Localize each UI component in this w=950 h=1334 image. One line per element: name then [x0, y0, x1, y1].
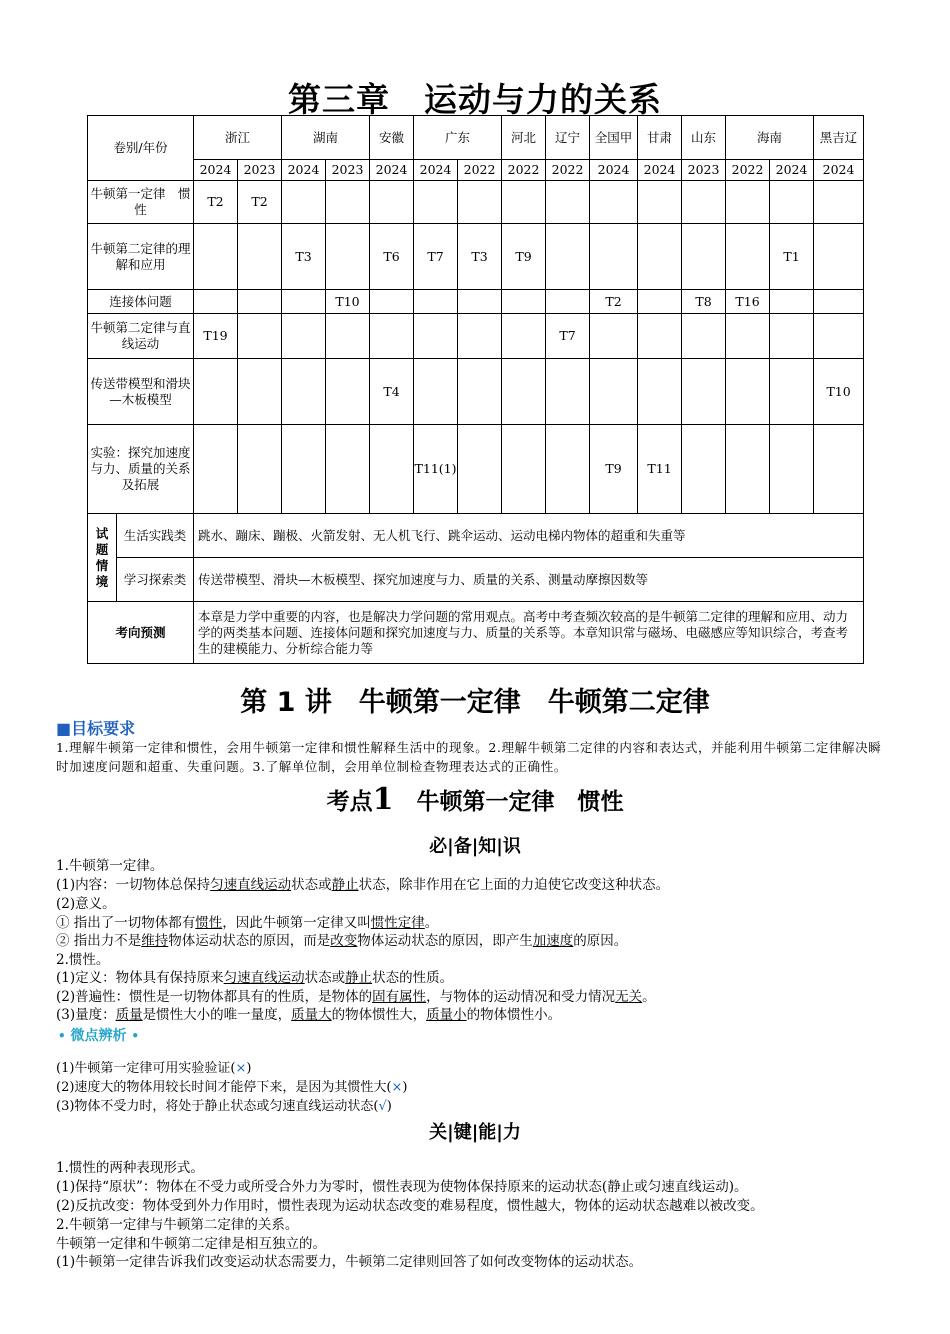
- year-header: 2022: [546, 160, 590, 181]
- year-header: 2023: [682, 160, 726, 181]
- table-row: [88, 425, 864, 514]
- question-cell: [194, 224, 238, 290]
- question-cell: [638, 224, 682, 290]
- kp-number: 1: [372, 782, 394, 817]
- text-line: 2.牛顿第一定律与牛顿第二定律的关系。: [56, 1217, 299, 1233]
- exam-distribution-table: [87, 115, 864, 664]
- province-header: 全国甲: [590, 116, 638, 160]
- question-cell: [238, 425, 282, 514]
- question-cell: [590, 359, 638, 425]
- essential-knowledge-heading: 必|备|知|识: [429, 836, 521, 857]
- province-header: 河北: [502, 116, 546, 160]
- question-cell: [282, 359, 326, 425]
- question-cell: [682, 314, 726, 359]
- kp-name: 牛顿第一定律 惯性: [416, 789, 624, 815]
- question-cell: [814, 425, 864, 514]
- question-cell: [726, 181, 770, 224]
- kp-prefix: 考点: [326, 789, 373, 815]
- question-cell: T9: [590, 425, 638, 514]
- scenario-text: 传送带模型、滑块—木板模型、探究加速度与力、质量的关系、测量动摩擦因数等: [194, 558, 864, 602]
- row-label: 实验：探究加速度与力、质量的关系及拓展: [88, 425, 194, 514]
- year-header: 2024: [194, 160, 238, 181]
- province-header: 湖南: [282, 116, 370, 160]
- question-cell: [238, 314, 282, 359]
- question-cell: [194, 425, 238, 514]
- text-line: 1.牛顿第一定律。: [56, 858, 164, 874]
- year-header: 2024: [414, 160, 458, 181]
- question-cell: [726, 224, 770, 290]
- key-ability-heading: 关|键|能|力: [429, 1122, 521, 1143]
- judgement-item: (3)物体不受力时，将处于静止状态或匀速直线运动状态(√): [56, 1099, 392, 1114]
- question-cell: [638, 290, 682, 314]
- province-header: 黑吉辽: [814, 116, 864, 160]
- lecture-title: 第 1 讲 牛顿第一定律 牛顿第二定律: [240, 687, 710, 718]
- text-line: 牛顿第一定律和牛顿第二定律是相互独立的。: [56, 1236, 326, 1252]
- text-line: (1)内容：一切物体总保持匀速直线运动状态或静止状态，除非作用在它上面的力迫使它改变这种状态。: [56, 877, 670, 893]
- question-cell: T6: [370, 224, 414, 290]
- year-header: 2024: [770, 160, 814, 181]
- question-cell: [326, 181, 370, 224]
- question-cell: T16: [726, 290, 770, 314]
- question-cell: [282, 314, 326, 359]
- goals-heading: ■目标要求: [56, 719, 136, 738]
- question-cell: [458, 181, 502, 224]
- question-cell: [770, 359, 814, 425]
- question-cell: [238, 359, 282, 425]
- bullet-dot-icon: •: [131, 1029, 140, 1043]
- province-header: 浙江: [194, 116, 282, 160]
- question-cell: [414, 181, 458, 224]
- question-cell: [546, 425, 590, 514]
- row-label: 牛顿第二定律的理解和应用: [88, 224, 194, 290]
- text-line: (1)定义：物体具有保持原来匀速直线运动状态或静止状态的性质。: [56, 970, 454, 986]
- province-header: 安徽: [370, 116, 414, 160]
- question-cell: [770, 290, 814, 314]
- province-header: 辽宁: [546, 116, 590, 160]
- question-cell: [282, 425, 326, 514]
- question-cell: [682, 181, 726, 224]
- question-cell: [814, 224, 864, 290]
- scenario-text: 跳水、蹦床、蹦极、火箭发射、无人机飞行、跳伞运动、运动电梯内物体的超重和失重等: [194, 514, 864, 558]
- year-header: 2022: [726, 160, 770, 181]
- year-header: 2024: [590, 160, 638, 181]
- text-line: (3)量度：质量是惯性大小的唯一量度，质量大的物体惯性大，质量小的物体惯性小。: [56, 1007, 562, 1023]
- chapter-title: 第三章 运动与力的关系: [288, 80, 662, 119]
- question-cell: [638, 314, 682, 359]
- question-cell: [546, 181, 590, 224]
- province-header: 山东: [682, 116, 726, 160]
- bullet-dot-icon: •: [58, 1029, 66, 1043]
- question-cell: [546, 224, 590, 290]
- row-label: 连接体问题: [88, 290, 194, 314]
- scenario-type: 生活实践类: [117, 514, 194, 558]
- question-cell: [546, 290, 590, 314]
- question-cell: [458, 314, 502, 359]
- question-cell: [638, 181, 682, 224]
- question-cell: [814, 290, 864, 314]
- question-cell: T2: [590, 290, 638, 314]
- table-row: [88, 224, 864, 290]
- question-cell: [682, 224, 726, 290]
- text-line: (2)反抗改变：物体受到外力作用时，惯性表现为运动状态改变的难易程度，惯性越大，物体的运动状态越难以被改变。: [56, 1198, 764, 1214]
- year-header: 2024: [370, 160, 414, 181]
- question-cell: [326, 425, 370, 514]
- question-cell: [238, 290, 282, 314]
- question-cell: [770, 425, 814, 514]
- question-cell: [458, 290, 502, 314]
- judgement-item: (2)速度大的物体用较长时间才能停下来，是因为其惯性大(×): [56, 1080, 408, 1095]
- question-cell: [726, 314, 770, 359]
- question-cell: T4: [370, 359, 414, 425]
- question-cell: [370, 181, 414, 224]
- question-cell: [502, 314, 546, 359]
- question-cell: T2: [238, 181, 282, 224]
- table-row: [88, 181, 864, 224]
- question-cell: [414, 359, 458, 425]
- question-cell: [682, 359, 726, 425]
- question-cell: T11: [638, 425, 682, 514]
- province-header: 海南: [726, 116, 814, 160]
- question-cell: [370, 290, 414, 314]
- question-cell: [458, 425, 502, 514]
- text-line: 1.惯性的两种表现形式。: [56, 1160, 204, 1176]
- question-cell: [726, 359, 770, 425]
- question-cell: [414, 314, 458, 359]
- row-label: 牛顿第二定律与直线运动: [88, 314, 194, 359]
- question-cell: [502, 181, 546, 224]
- forecast-label: 考向预测: [88, 602, 194, 664]
- table-row: [88, 290, 864, 314]
- question-cell: T7: [546, 314, 590, 359]
- question-cell: [194, 290, 238, 314]
- question-cell: [414, 290, 458, 314]
- question-cell: [370, 314, 414, 359]
- knowledge-point-title: [0, 782, 950, 817]
- question-cell: [814, 314, 864, 359]
- corner-header: 卷别/年份: [88, 116, 194, 181]
- question-cell: [726, 425, 770, 514]
- question-cell: T7: [414, 224, 458, 290]
- question-cell: T10: [814, 359, 864, 425]
- question-cell: [282, 290, 326, 314]
- text-line: ① 指出了一切物体都有惯性，因此牛顿第一定律又叫惯性定律。: [56, 915, 439, 931]
- question-cell: [770, 314, 814, 359]
- year-header: 2022: [458, 160, 502, 181]
- text-line: (1)牛顿第一定律告诉我们改变运动状态需要力，牛顿第二定律则回答了如何改变物体的运动状态。: [56, 1254, 643, 1270]
- year-header: 2024: [282, 160, 326, 181]
- scenario-label: [88, 514, 117, 602]
- table-row: [88, 314, 864, 359]
- text-line: (2)意义。: [56, 896, 116, 912]
- question-cell: T9: [502, 224, 546, 290]
- question-cell: T3: [458, 224, 502, 290]
- text-line: (1)保持“原状”：物体在不受力或所受合外力为零时，惯性表现为使物体保持原来的运动状态(静止或匀速直线运动)。: [56, 1179, 748, 1195]
- question-cell: [590, 224, 638, 290]
- question-cell: [326, 314, 370, 359]
- question-cell: [682, 425, 726, 514]
- forecast-text: 本章是力学中重要的内容，也是解决力学问题的常用观点。高考中考查频次较高的是牛顿第二定律的理解和应用、动力学的两类基本问题、连接体问题和探究加速度与力、质量的关系等。本章知识常与磁场、电磁感应等知识综合，考查考生的建模能力、分析综合能力等: [194, 602, 864, 664]
- question-cell: T11(1): [414, 425, 458, 514]
- text-line: 2.惯性。: [56, 952, 110, 968]
- scenario-type: 学习探索类: [117, 558, 194, 602]
- question-cell: [238, 224, 282, 290]
- judgement-item: (1)牛顿第一定律可用实验验证(×): [56, 1061, 252, 1076]
- row-label: 传送带模型和滑块—木板模型: [88, 359, 194, 425]
- year-header: 2023: [238, 160, 282, 181]
- question-cell: [638, 359, 682, 425]
- question-cell: [502, 290, 546, 314]
- year-header: 2023: [326, 160, 370, 181]
- micro-point-heading: • 微点辨析 •: [58, 1028, 140, 1044]
- question-cell: [590, 314, 638, 359]
- year-header: 2024: [638, 160, 682, 181]
- question-cell: [590, 181, 638, 224]
- question-cell: [282, 181, 326, 224]
- question-cell: T8: [682, 290, 726, 314]
- question-cell: [370, 425, 414, 514]
- question-cell: T3: [282, 224, 326, 290]
- text-line: (2)普遍性：惯性是一切物体都具有的性质，是物体的固有属性，与物体的运动情况和受力情况无关。: [56, 989, 656, 1005]
- question-cell: [770, 181, 814, 224]
- question-cell: T19: [194, 314, 238, 359]
- question-cell: T1: [770, 224, 814, 290]
- goals-text: 1.理解牛顿第一定律和惯性，会用牛顿第一定律和惯性解释生活中的现象。2.理解牛顿第二定律的内容和表达式，并能利用牛顿第二定律解决瞬时加速度问题和超重、失重问题。3.了解单位制，会用单位制检查物理表达式的正确性。: [56, 740, 882, 774]
- scenario-label-text: 试题情境: [95, 525, 109, 589]
- question-cell: [326, 359, 370, 425]
- question-cell: [326, 224, 370, 290]
- table-row: [88, 359, 864, 425]
- province-header: 甘肃: [638, 116, 682, 160]
- row-label: 牛顿第一定律 惯性: [88, 181, 194, 224]
- year-header: 2022: [502, 160, 546, 181]
- province-header: 广东: [414, 116, 502, 160]
- question-cell: [458, 359, 502, 425]
- question-cell: T10: [326, 290, 370, 314]
- question-cell: [194, 359, 238, 425]
- question-cell: [546, 359, 590, 425]
- year-header: 2024: [814, 160, 864, 181]
- text-line: ② 指出力不是维持物体运动状态的原因，而是改变物体运动状态的原因，即产生加速度的原因。: [56, 933, 628, 949]
- question-cell: [814, 181, 864, 224]
- question-cell: [502, 359, 546, 425]
- question-cell: T2: [194, 181, 238, 224]
- question-cell: [502, 425, 546, 514]
